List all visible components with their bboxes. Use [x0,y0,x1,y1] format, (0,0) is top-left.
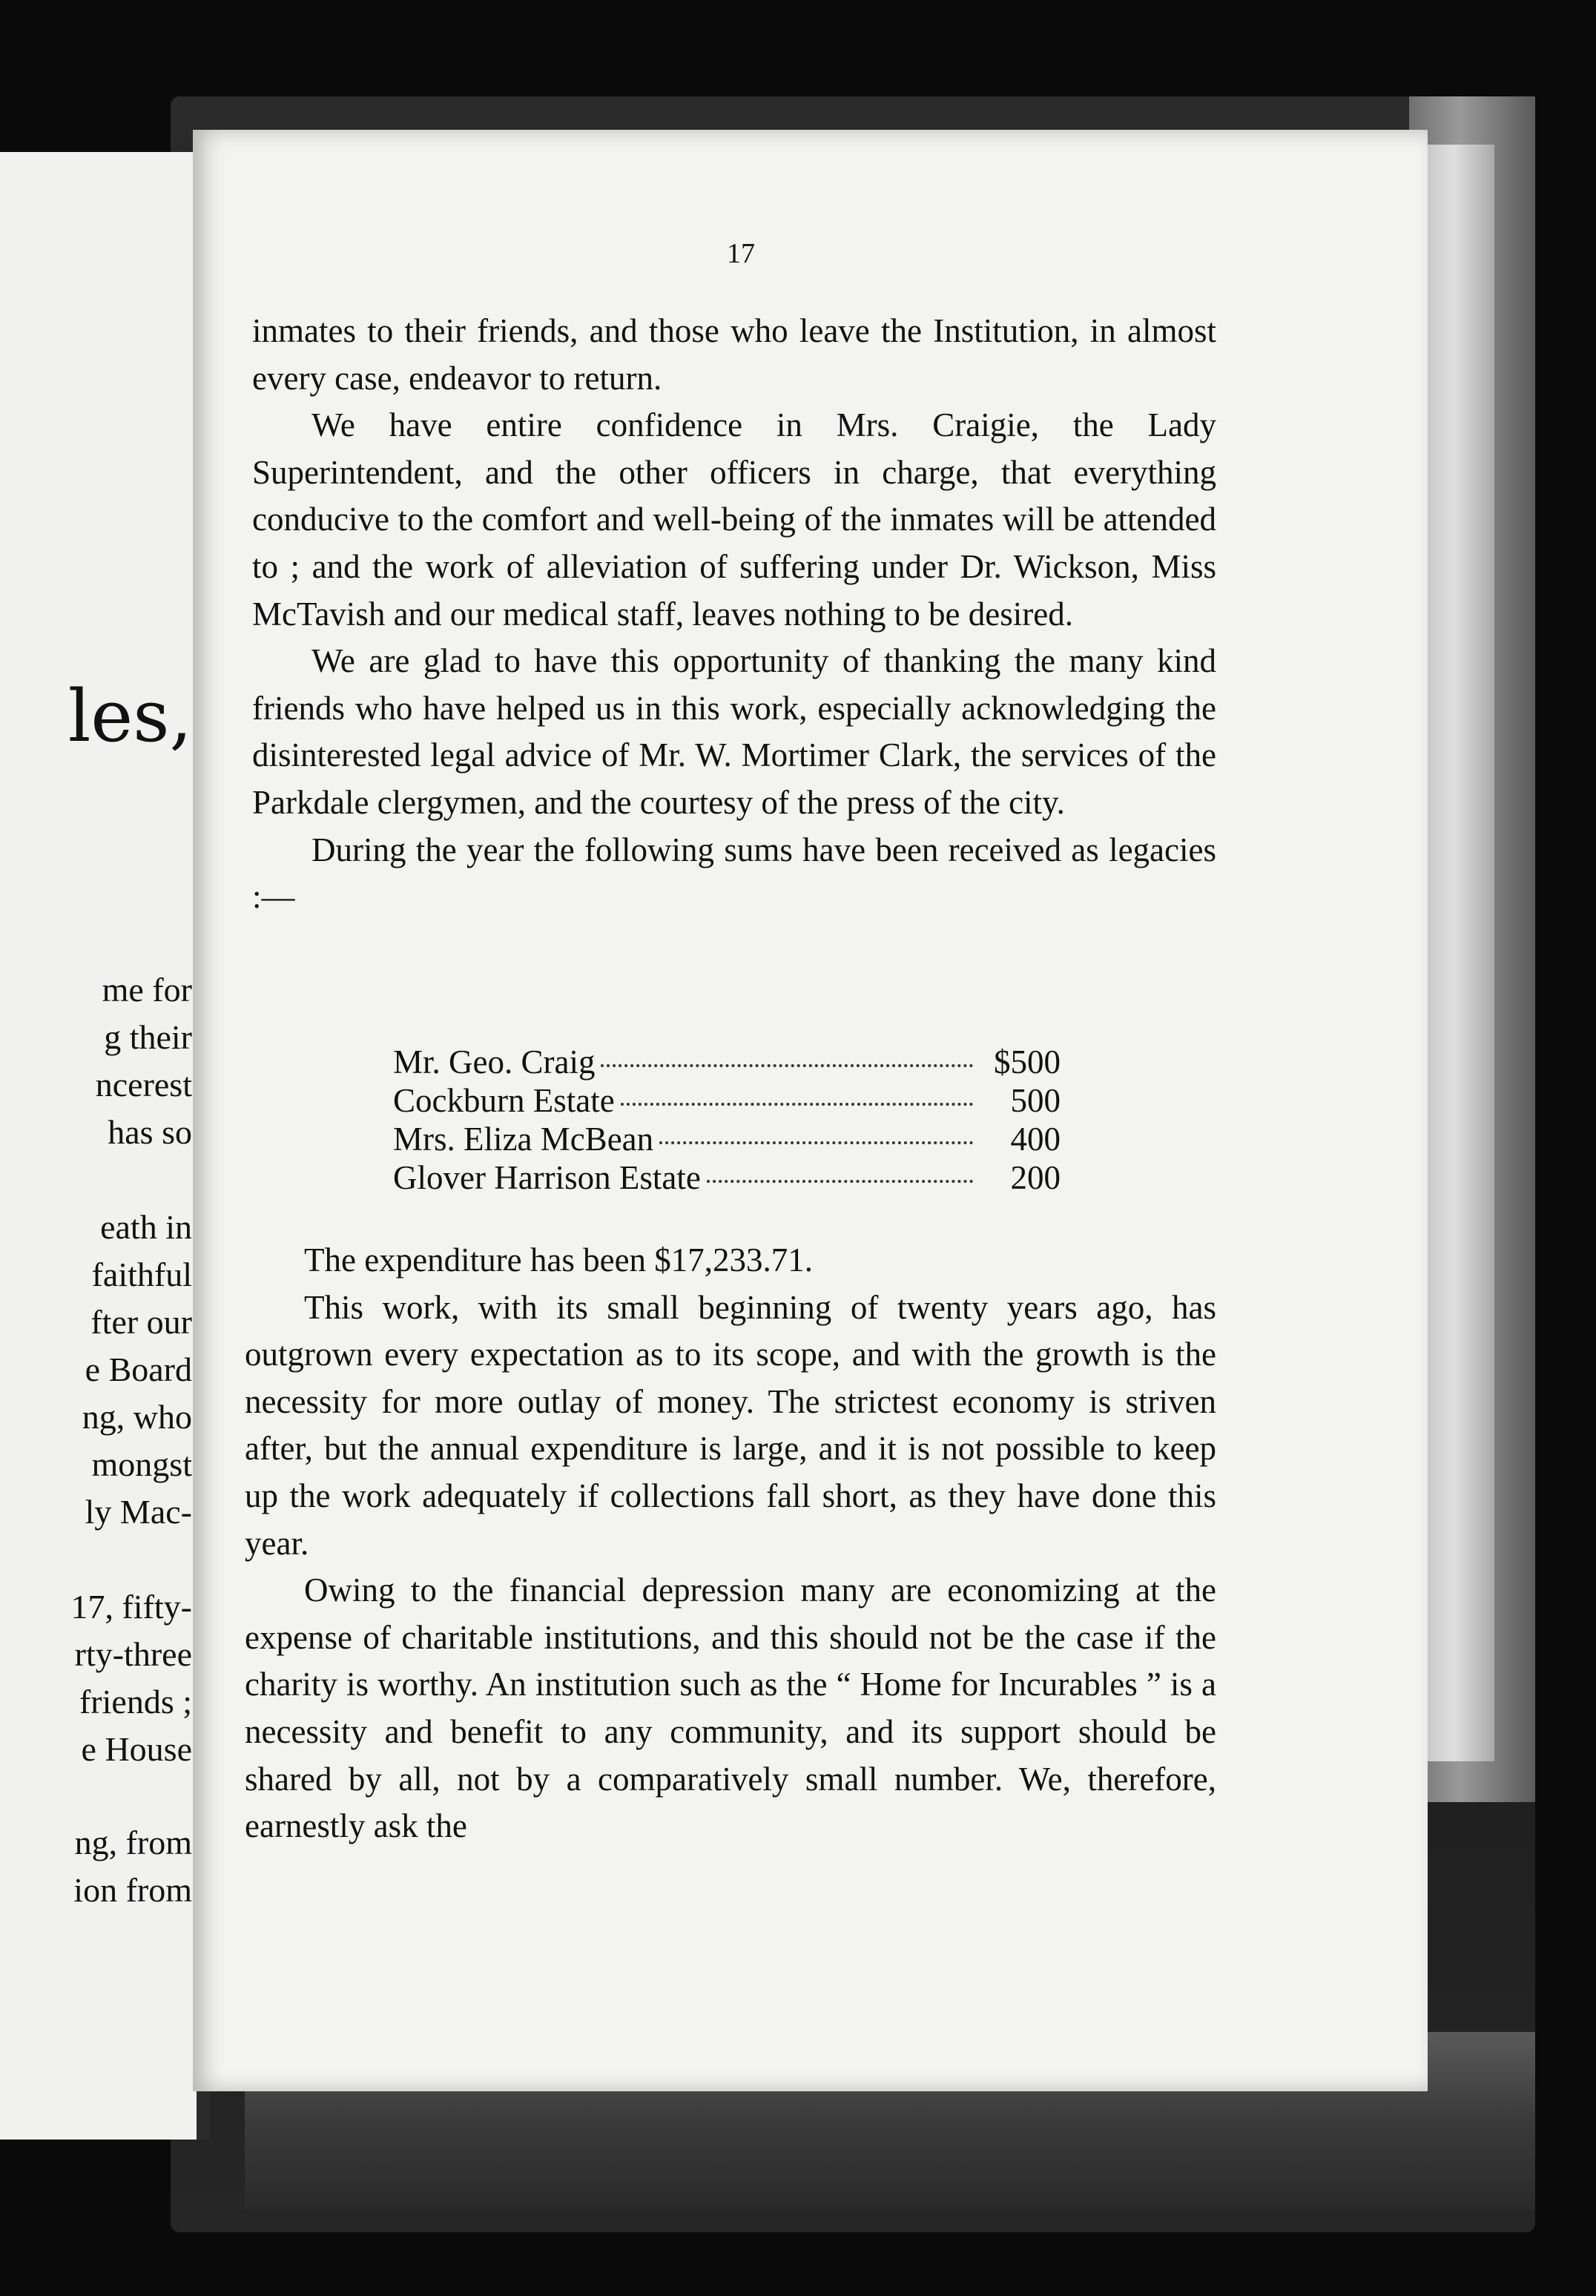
paragraph: The expenditure has been $17,233.71. [304,1241,814,1279]
left-page-line: ng, who [82,1398,192,1436]
left-page-line: e House [81,1730,192,1768]
body-text-top [252,308,1216,921]
left-page-line: 17, fifty- [70,1588,192,1626]
legacy-amount: $500 [994,1043,1061,1081]
paragraph: inmates to their friends, and those who leave the Institution, in almost every case, endeavor to return. [252,312,1216,397]
left-page-line: ion from [73,1871,192,1909]
paragraph: Owing to the financial depression many are economizing at the expense of charitable institutions, and this should not be the case if the charity is worthy. An institution such as the “ Home for Incurables ” is a necessity and benefit to any community, and its support should be shared by all, not by a comparatively small number. We, therefore, earnestly ask the [245,1571,1216,1845]
legacy-row [393,1120,1061,1158]
legacy-name: Glover Harrison Estate [393,1159,701,1196]
leader-dots [707,1180,973,1183]
page-number: 17 [727,238,755,269]
left-facing-page [0,152,210,2140]
left-page-line: eath in [100,1208,192,1246]
leader-dots [659,1141,973,1144]
left-page-line: has so [108,1113,192,1151]
leader-dots [621,1103,973,1106]
left-page-line: ncerest [95,1066,192,1104]
left-page-line: me for [102,971,192,1009]
left-page-line: e Board [85,1350,192,1388]
paragraph: During the year the following sums have been received as legacies :— [252,831,1216,916]
left-page-line: g their [104,1018,192,1056]
body-text-bottom [245,1237,1216,1850]
legacies-list [393,1043,1061,1197]
legacy-row [393,1081,1061,1120]
paragraph: We have entire confidence in Mrs. Craigie, the Lady Superintendent, and the other officers in charge, that everything conducive to the comfort and well-being of the inmates will be attended to ; and the work of alleviation of suffering under Dr. Wickson, Miss McTavish and our medical staff, leaves nothing to be desired. [252,406,1216,633]
paragraph: This work, with its small beginning of twenty years ago, has outgrown every expectation as to its scope, and with the growth is the necessity for more outlay of money. The strictest economy is striven after, but the annual expenditure is large, and it is not possible to keep up the work adequately if collections fall short, as they have done this year. [245,1288,1216,1562]
leader-dots [601,1064,973,1067]
legacy-row [393,1043,1061,1081]
legacy-amount: 500 [1010,1082,1061,1119]
left-page-line: ng, from [74,1824,192,1861]
left-page-line: mongst [91,1445,192,1483]
legacy-amount: 200 [1010,1159,1061,1196]
left-page-line: faithful [91,1256,192,1293]
left-page-line: fter our [90,1303,192,1341]
left-page-heading-fragment: les, [67,675,192,758]
legacy-amount: 400 [1010,1121,1061,1158]
legacy-name: Mr. Geo. Craig [393,1043,596,1081]
left-page-line: rty-three [74,1635,192,1673]
legacy-row [393,1158,1061,1197]
legacy-name: Mrs. Eliza McBean [393,1121,654,1158]
left-page-line: ly Mac- [85,1493,192,1531]
left-page-line: friends ; [79,1683,192,1721]
paragraph: We are glad to have this opportunity of thanking the many kind friends who have helped us in this work, especially acknowledging the disinterested legal advice of Mr. W. Mortimer Clark, the services of the Parkdale clergymen, and the courtesy of the press of the city. [252,642,1216,821]
legacy-name: Cockburn Estate [393,1082,615,1119]
